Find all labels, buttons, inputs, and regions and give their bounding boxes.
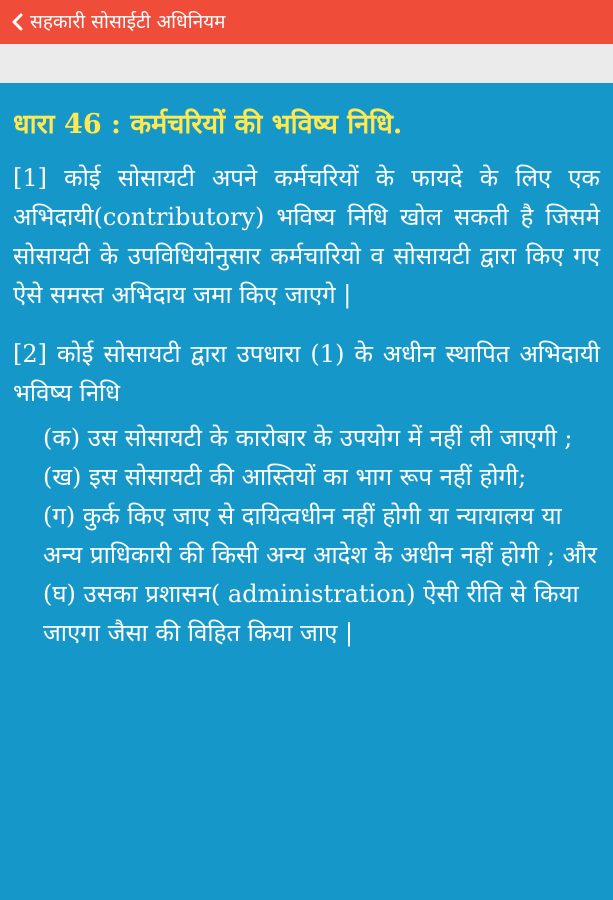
app-header [0,0,613,44]
clause-gha: (घ) उसका प्रशासन( administration) ऐसी रीति से किया जाएगा जैसा की विहित किया जाए | [43,580,579,647]
content-area[interactable] [0,83,613,653]
section-heading: धारा 46 : कर्मचरियों की भविष्य निधि. [13,109,403,140]
page-title: सहकारी सोसाईटी अधिनियम [30,11,226,33]
paragraph-2: [2] कोई सोसायटी द्वारा उपधारा (1) के अधीन स्थापित अभिदायी भविष्य निधि [13,340,600,407]
back-button[interactable] [10,0,226,44]
toolbar-strip [0,44,613,83]
clause-kha: (ख) इस सोसायटी की आस्तियों का भाग रूप नहीं होगी; [43,463,527,491]
chevron-left-icon [10,13,24,31]
paragraph-1: [1] कोई सोसायटी अपने कर्मचरियों के फायदे के लिए एक अभिदायी(contributory) भविष्य निधि खोल सकती है जिसमे सोसायटी के उपविधियोनुसार कर्मचारियो व सोसायटी द्वारा किए गए ऐसे समस्त अभिदाय जमा किए जाएगे | [13,164,600,309]
clause-list [13,419,600,653]
clause-ka: (क) उस सोसायटी के कारोबार के उपयोग में नहीं ली जाएगी ; [43,424,573,452]
clause-ga: (ग) कुर्क किए जाए से दायित्वधीन नहीं होगी या न्यायालय या अन्य प्राधिकारी की किसी अन्य आदेश के अधीन नहीं होगी ; और [43,502,597,569]
